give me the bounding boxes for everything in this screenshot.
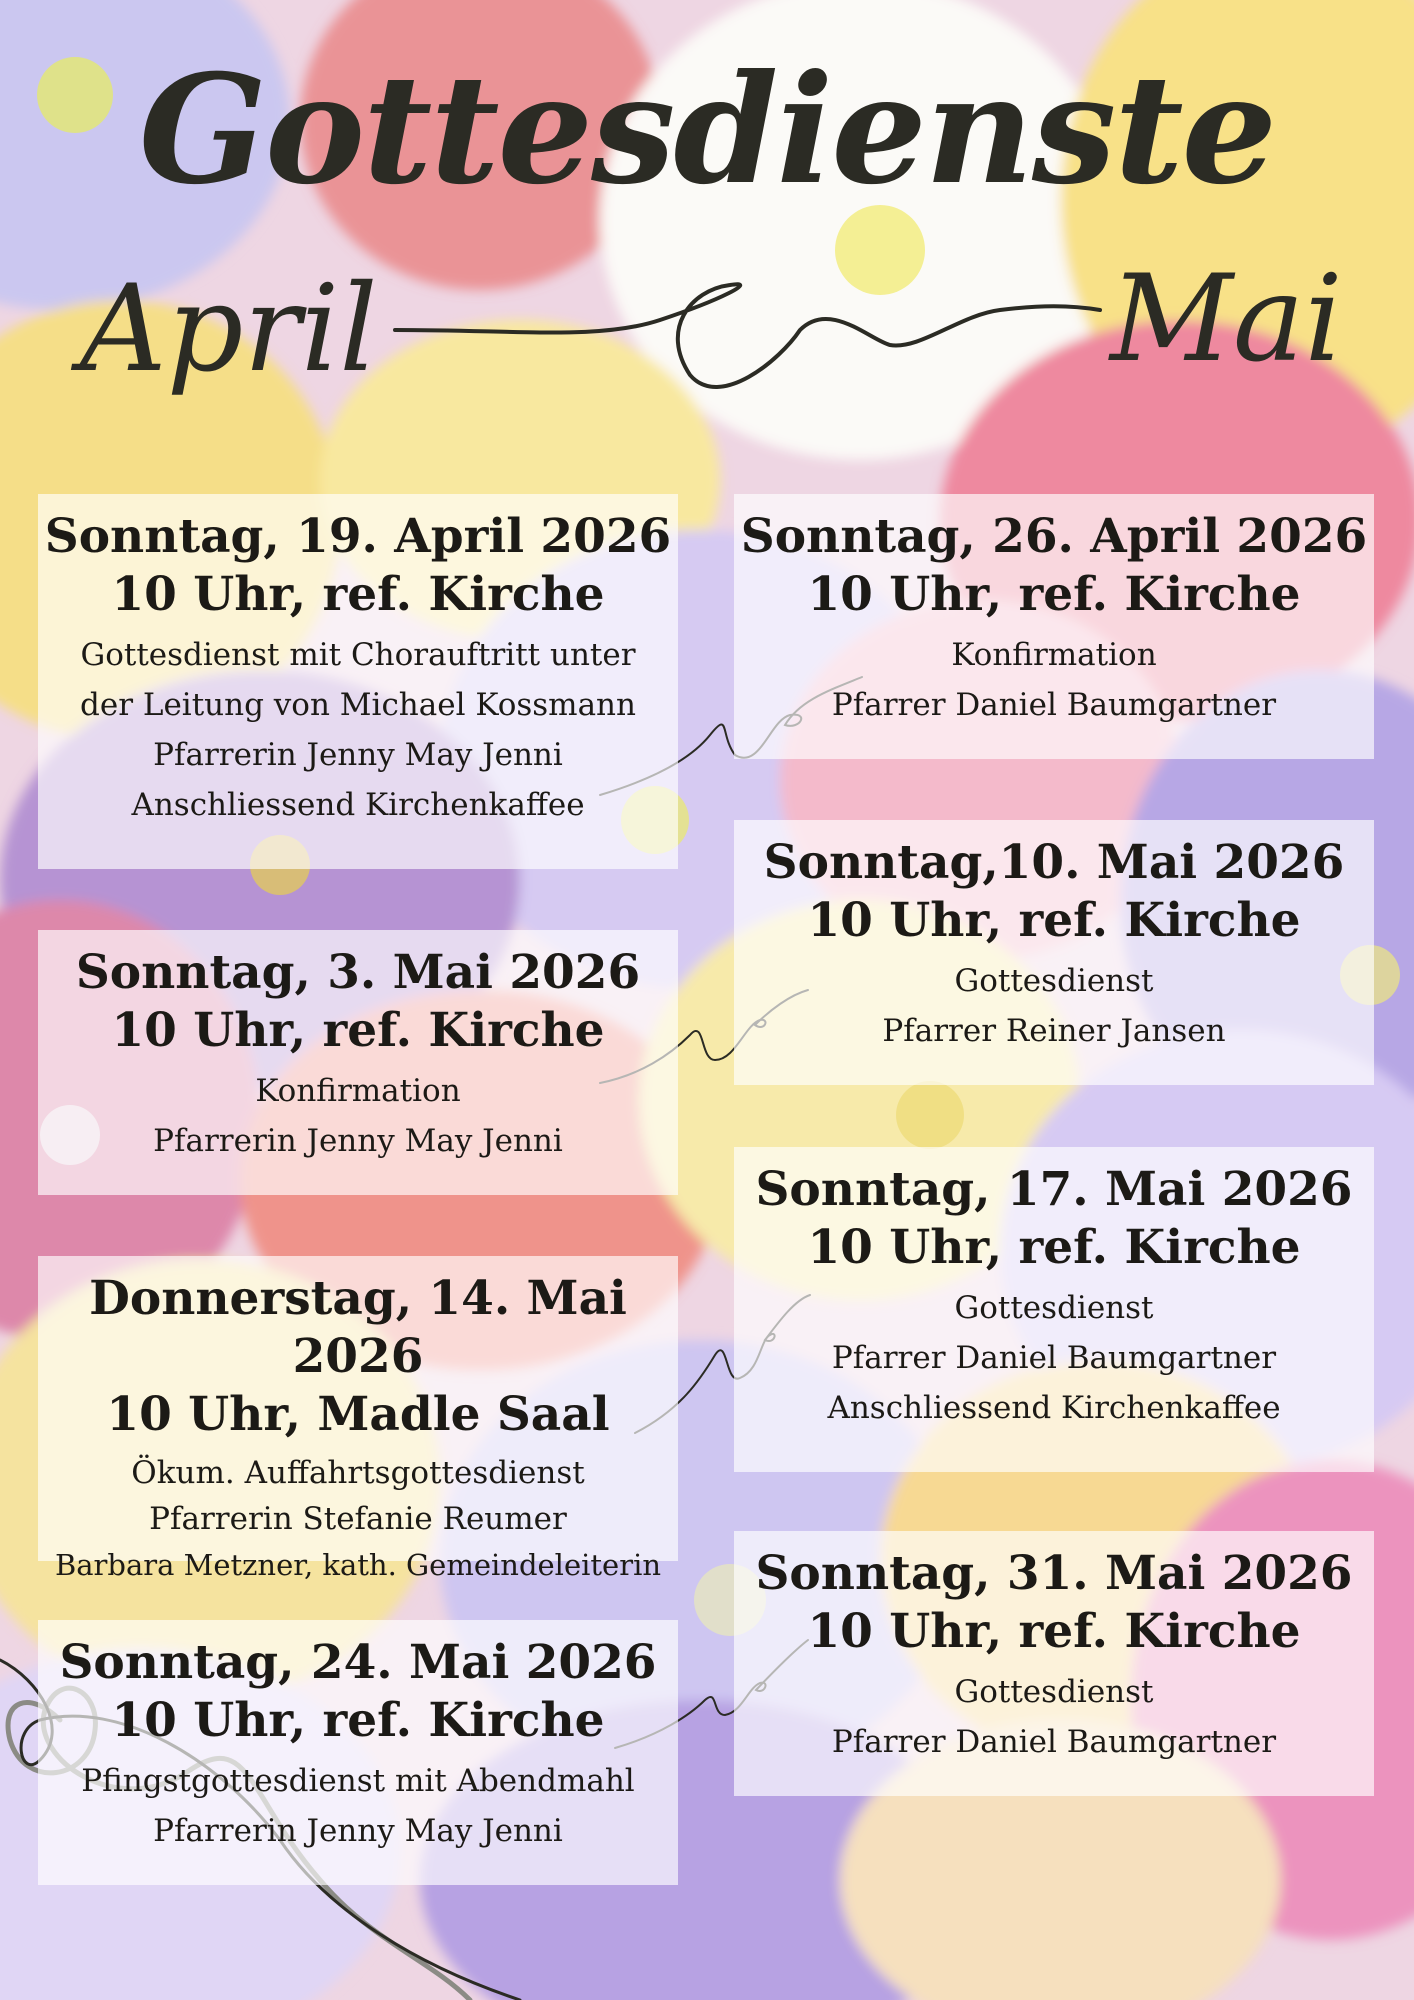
service-detail: Pfarrer Daniel Baumgartner	[831, 1340, 1277, 1376]
service-detail: Anschliessend Kirchenkaffee	[827, 1390, 1281, 1426]
service-detail: Pfarrerin Jenny May Jenni	[153, 1123, 563, 1159]
service-date: Sonntag, 19. April 2026	[44, 509, 672, 564]
service-detail: Anschliessend Kirchenkaffee	[131, 787, 585, 823]
service-card-24-mai	[38, 1620, 678, 1885]
service-time-place: 10 Uhr, ref. Kirche	[807, 1604, 1301, 1659]
service-detail: Gottesdienst mit Chorauftritt unter	[80, 637, 636, 673]
month-label-april: April	[80, 260, 378, 399]
month-label-mai: Mai	[1110, 250, 1343, 389]
service-card-10-mai	[734, 820, 1374, 1085]
service-date: Sonntag, 26. April 2026	[740, 509, 1368, 564]
service-detail: Gottesdienst	[954, 1674, 1154, 1710]
service-date: Sonntag,10. Mai 2026	[763, 835, 1345, 890]
service-time-place: 10 Uhr, ref. Kirche	[807, 1220, 1301, 1275]
service-detail: Konfirmation	[255, 1073, 461, 1109]
service-card-26-april	[734, 494, 1374, 759]
service-time-place: 10 Uhr, ref. Kirche	[111, 567, 605, 622]
service-date: Sonntag, 17. Mai 2026	[755, 1162, 1353, 1217]
service-detail: Ökum. Auffahrtsgottesdienst	[131, 1455, 585, 1491]
service-time-place: 10 Uhr, Madle Saal	[106, 1387, 610, 1442]
service-time-place: 10 Uhr, ref. Kirche	[807, 567, 1301, 622]
service-date: Sonntag, 24. Mai 2026	[59, 1635, 657, 1690]
service-detail: Pfingstgottesdienst mit Abendmahl	[81, 1763, 635, 1799]
service-detail: Barbara Metzner, kath. Gemeindeleiterin	[54, 1548, 662, 1582]
service-card-14-mai	[38, 1256, 678, 1582]
service-date: Donnerstag, 14. Mai 2026	[89, 1271, 627, 1384]
service-time-place: 10 Uhr, ref. Kirche	[111, 1693, 605, 1748]
service-detail: Pfarrerin Jenny May Jenni	[153, 737, 563, 773]
service-date: Sonntag, 3. Mai 2026	[75, 945, 641, 1000]
service-date: Sonntag, 31. Mai 2026	[755, 1546, 1353, 1601]
service-detail: Konfirmation	[951, 637, 1157, 673]
service-time-place: 10 Uhr, ref. Kirche	[111, 1003, 605, 1058]
page-title: Gottesdienste	[138, 42, 1276, 218]
service-detail: der Leitung von Michael Kossmann	[80, 687, 636, 723]
service-card-3-mai	[38, 930, 678, 1195]
service-card-19-april	[38, 494, 678, 869]
service-time-place: 10 Uhr, ref. Kirche	[807, 893, 1301, 948]
service-detail: Pfarrerin Stefanie Reumer	[149, 1501, 567, 1537]
service-detail: Pfarrer Daniel Baumgartner	[831, 1724, 1277, 1760]
service-card-17-mai	[734, 1147, 1374, 1472]
service-detail: Pfarrer Reiner Jansen	[882, 1013, 1226, 1049]
service-detail: Pfarrerin Jenny May Jenni	[153, 1813, 563, 1849]
service-detail: Gottesdienst	[954, 1290, 1154, 1326]
service-card-31-mai	[734, 1531, 1374, 1796]
service-detail: Pfarrer Daniel Baumgartner	[831, 687, 1277, 723]
service-detail: Gottesdienst	[954, 963, 1154, 999]
